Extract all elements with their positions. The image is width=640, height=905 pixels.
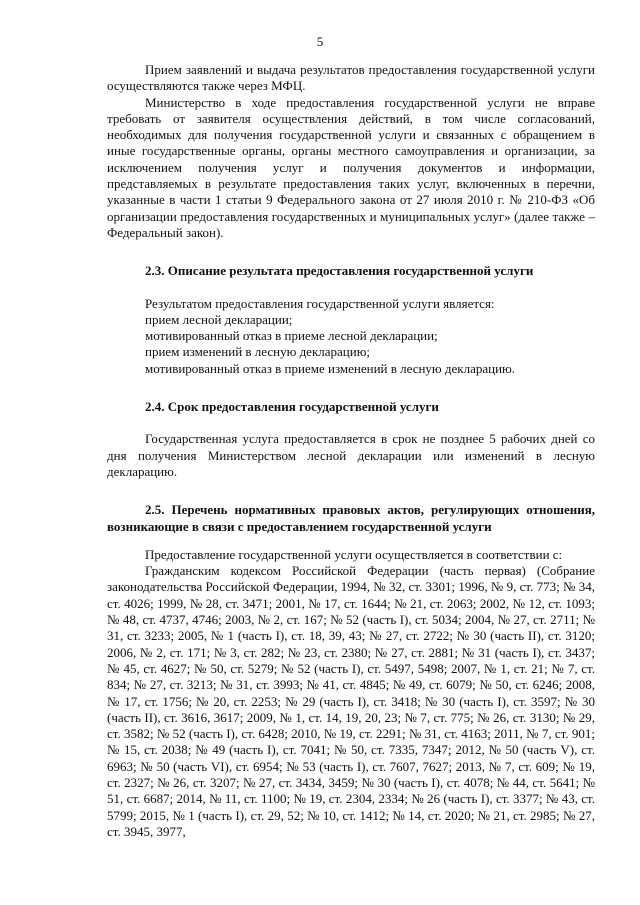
section-2-5-civil-code: Гражданским кодексом Российской Федерации (часть первая) (Собрание законодательства Российской Федерации, 1994, № 32, ст. 3301; 1996, № 9, ст. 773; № 34, ст. 4026; 1999, № 28, ст. 3471; 2001, № 17, ст. 1644; № 21, ст. 2063; 2002, № 12, ст. 1093; № 48, ст. 4737, 4746; 2003, № 2, ст. 167; № 52 (часть I), ст. 5034; 2004, № 27, ст. 2711; № 31, ст. 3233; 2005, № 1 (часть I), ст. 18, 39, 43; № 27, ст. 2722; № 30 (часть II), ст. 3120; 2006, № 2, ст. 171; № 3, ст. 282; № 23, ст. 2380; № 27, ст. 2881; № 31 (часть I), ст. 3437; № 45, ст. 4627; № 50, ст. 5279; № 52 (часть I), ст. 5497, 5498; 2007, № 1, ст. 21; № 7, ст. 834; № 27, ст. 3213; № 31, ст. 3993; № 41, ст. 4845; № 49, ст. 6079; № 50, ст. 6246; 2008, № 17, ст. 1756; № 20, ст. 2253; № 29 (часть I), ст. 3418; № 30 (часть I), ст. 3597; № 30 (часть II), ст. 3616, 3617; 2009, № 1, ст. 14, 19, 20, 23; № 7, ст. 775; № 26, ст. 3130; № 29, ст. 3582; № 52 (часть I), ст. 6428; 2010, № 19, ст. 2291; № 31, ст. 4163; 2011, № 7, ст. 901; № 15, ст. 2038; № 49 (часть I), ст. 7041; № 50, ст. 7335, 7347; 2012, № 50 (часть V), ст. 6963; № 50 (часть VI), ст. 6954; № 53 (часть I), ст. 7607, 7627; 2013, № 7, ст. 609; № 19, ст. 2327; № 26, ст. 3207; № 27, ст. 3434, 3459; № 30 (часть I), ст. 4078; № 44, ст. 5641; № 51, ст. 6687; 2014, № 11, ст. 1100; № 19, ст. 2304, 2334; № 26 (часть I), ст. 3377; № 43, ст. 5799; 2015, № 1 (часть I), ст. 29, 52; № 10, ст. 1412; № 14, ст. 2020; № 21, ст. 2985; № 27, ст. 3945, 3977, — [107, 563, 595, 839]
result-item: прием лесной декларации; — [145, 311, 293, 327]
section-2-5-lead: Предоставление государственной услуги осуществляется в соответствии с: — [145, 546, 563, 562]
section-2-4-heading: 2.4. Срок предоставления государственной услуги — [145, 399, 439, 415]
section-2-5-heading: 2.5. Перечень нормативных правовых актов, регулирующих отношения, возникающие в связи с предоставлением государственной услуги — [107, 502, 595, 534]
page-number: 5 — [316, 34, 324, 49]
section-2-3-heading: 2.3. Описание результата предоставления государственной услуги — [145, 263, 534, 279]
section-2-3-lead: Результатом предоставления государственной услуги является: — [145, 295, 495, 311]
result-item: мотивированный отказ в приеме лесной декларации; — [145, 328, 438, 344]
page-content — [107, 62, 595, 840]
intro-paragraph-mfc: Прием заявлений и выдача результатов предоставления государственной услуги осуществляются также через МФЦ. — [107, 62, 595, 94]
intro-paragraph-restrictions: Министерство в ходе предоставления государственной услуги не вправе требовать от заявителя осуществления действий, в том числе согласований, необходимых для получения государственной услуги и связанных с обращением в иные государственные органы, органы местного самоуправления и организации, за исключением получения услуг и получения документов и информации, представляемых в результате предоставления таких услуг, включенных в перечни, указанные в части 1 статьи 9 Федерального закона от 27 июля 2010 г. № 210-ФЗ «Об организации предоставления государственных и муниципальных услуг» (далее также – Федеральный закон). — [107, 94, 595, 240]
result-item: прием изменений в лесную декларацию; — [145, 344, 371, 360]
section-2-4-text: Государственная услуга предоставляется в срок не позднее 5 рабочих дней со дня получения Министерством лесной декларации или изменений в лесную декларацию. — [107, 431, 595, 479]
result-item: мотивированный отказ в приеме изменений в лесную декларацию. — [145, 360, 515, 376]
